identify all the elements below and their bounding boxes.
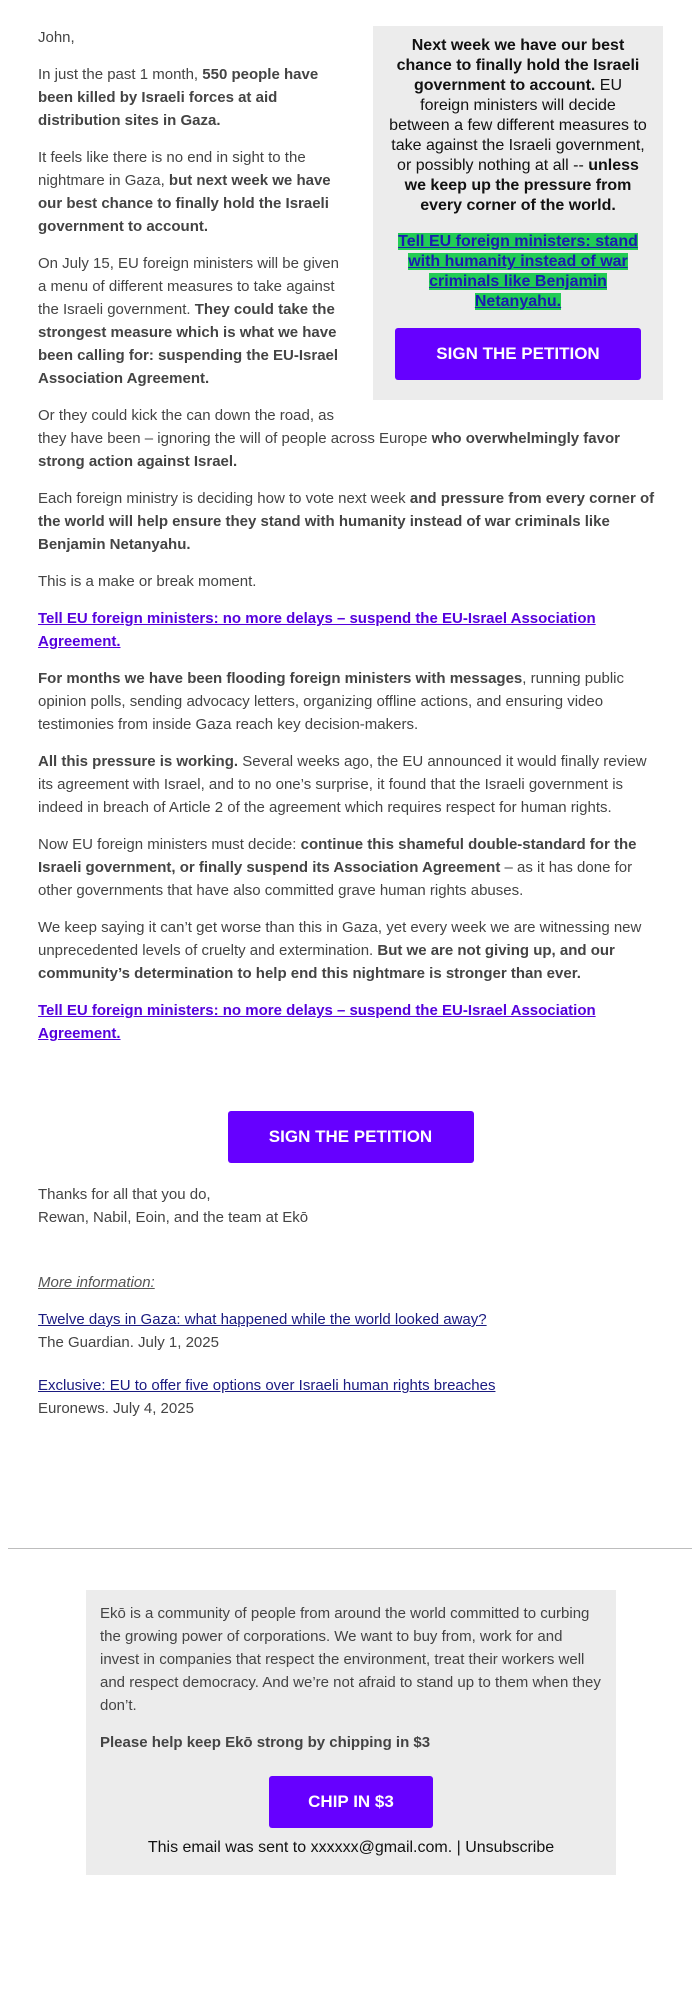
sidebox-sign-petition-button[interactable]: SIGN THE PETITION	[395, 328, 641, 380]
link-paragraph-1	[38, 607, 663, 653]
footer-box	[86, 1590, 616, 1875]
p9-text-2: – as it has done for other governments that have also committed grave human rights abuses.	[38, 859, 633, 899]
suspend-agreement-link-2[interactable]: Tell EU foreign ministers: no more delays – suspend the EU-Israel Association Agreement.	[38, 1002, 596, 1042]
paragraph-7	[38, 667, 663, 736]
p4-text: Or they could kick the can down the road, as they have been – ignoring the will of people across Europe	[38, 407, 432, 447]
signoff	[38, 1183, 663, 1229]
footer-about: Ekō is a community of people from around the world committed to curbing the growing power of corporations. We want to buy from, work for and invest in companies that respect the environment, treat their workers well and respect democracy. And we’re not afraid to stand up to them when they don’t.	[100, 1605, 601, 1714]
p1-text: In just the past 1 month,	[38, 66, 203, 83]
sidebox-lead-bold-2: unless we keep up the pressure from every corner of the world.	[404, 157, 639, 214]
source-link-euronews[interactable]: Exclusive: EU to offer five options over Israeli human rights breaches	[38, 1377, 496, 1394]
suspend-agreement-link-1[interactable]: Tell EU foreign ministers: no more delays – suspend the EU-Israel Association Agreement.	[38, 610, 596, 650]
email-body	[38, 26, 663, 1440]
sidebox-highlight-link[interactable]	[389, 232, 647, 312]
p7-text: , running public opinion polls, sending advocacy letters, organizing offline actions, and ensuring video testimonies from inside Gaza reach key decision-makers.	[38, 670, 624, 733]
p5-text: Each foreign ministry is deciding how to vote next week	[38, 490, 410, 507]
footer-divider	[8, 1548, 692, 1549]
p9-bold: continue this shameful double-standard for the Israeli government, or finally suspend its Association Agreement	[38, 836, 637, 876]
footer-appeal: Please help keep Ekō strong by chipping in $3	[100, 1734, 431, 1751]
source-meta: Euronews. July 4, 2025	[38, 1400, 194, 1417]
p1-bold: 550 people have been killed by Israeli forces at aid distribution sites in Gaza.	[38, 66, 319, 129]
sidebox-lead-bold: Next week we have our best chance to finally hold the Israeli government to account.	[396, 37, 640, 94]
chip-in-button[interactable]: CHIP IN $3	[269, 1776, 433, 1828]
source-link-guardian[interactable]: Twelve days in Gaza: what happened while the world looked away?	[38, 1311, 487, 1328]
paragraph-6: This is a make or break moment.	[38, 573, 257, 590]
p5-bold: and pressure from every corner of the world will help ensure they stand with humanity instead of war criminals like Benjamin Netanyahu.	[38, 490, 655, 553]
paragraph-5	[38, 487, 663, 556]
p9-text: Now EU foreign ministers must decide:	[38, 836, 301, 853]
signoff-line-1: Thanks for all that you do,	[38, 1186, 211, 1203]
p10-text: We keep saying it can’t get worse than this in Gaza, yet every week we are witnessing new unprecedented levels of cruelty and extermination.	[38, 919, 642, 959]
sign-petition-button[interactable]: SIGN THE PETITION	[228, 1111, 474, 1163]
paragraph-4	[38, 404, 663, 473]
more-info-heading: More information:	[38, 1274, 155, 1291]
p4-bold: who overwhelmingly favor strong action against Israel.	[38, 430, 620, 470]
source-item	[38, 1308, 663, 1354]
p7-bold: For months we have been flooding foreign ministers with messages	[38, 670, 523, 687]
source-item	[38, 1374, 663, 1420]
paragraph-10	[38, 916, 663, 985]
sidebox-lead	[389, 36, 647, 216]
p3-text: On July 15, EU foreign ministers will be given a menu of different measures to take against the Israeli government.	[38, 255, 339, 318]
greeting: John,	[38, 29, 75, 46]
main-cta	[38, 1059, 663, 1183]
footer-cta	[100, 1768, 602, 1836]
petition-sidebox	[373, 26, 663, 400]
signoff-line-2: Rewan, Nabil, Eoin, and the team at Ekō	[38, 1209, 309, 1226]
paragraph-9	[38, 833, 663, 902]
p2-bold: but next week we have our best chance to finally hold the Israeli government to account.	[38, 172, 331, 235]
more-information	[38, 1271, 663, 1420]
paragraph-8	[38, 750, 663, 819]
sidebox-highlight-text: Tell EU foreign ministers: stand with humanity instead of war criminals like Benjamin Netanyahu.	[398, 233, 638, 310]
footer-sent-notice: This email was sent to xxxxxx@gmail.com. | Unsubscribe	[147, 1839, 555, 1856]
source-meta: The Guardian. July 1, 2025	[38, 1334, 219, 1351]
p2-text: It feels like there is no end in sight to the nightmare in Gaza,	[38, 149, 306, 189]
p10-bold: But we are not giving up, and our community’s determination to help end this nightmare is stronger than ever.	[38, 942, 615, 982]
link-paragraph-2	[38, 999, 663, 1045]
sidebox-lead-text: EU foreign ministers will decide between a few different measures to take against the Israeli government, or possibly nothing at all --	[389, 77, 647, 174]
p3-bold: They could take the strongest measure which is what we have been calling for: suspending the EU-Israel Association Agreement.	[38, 301, 339, 387]
p8-bold: All this pressure is working.	[38, 753, 239, 770]
p8-text: Several weeks ago, the EU announced it would finally review its agreement with Israel, and to no one’s surprise, it found that the Israeli government is indeed in breach of Article 2 of the agreement which requires respect for human rights.	[38, 753, 647, 816]
